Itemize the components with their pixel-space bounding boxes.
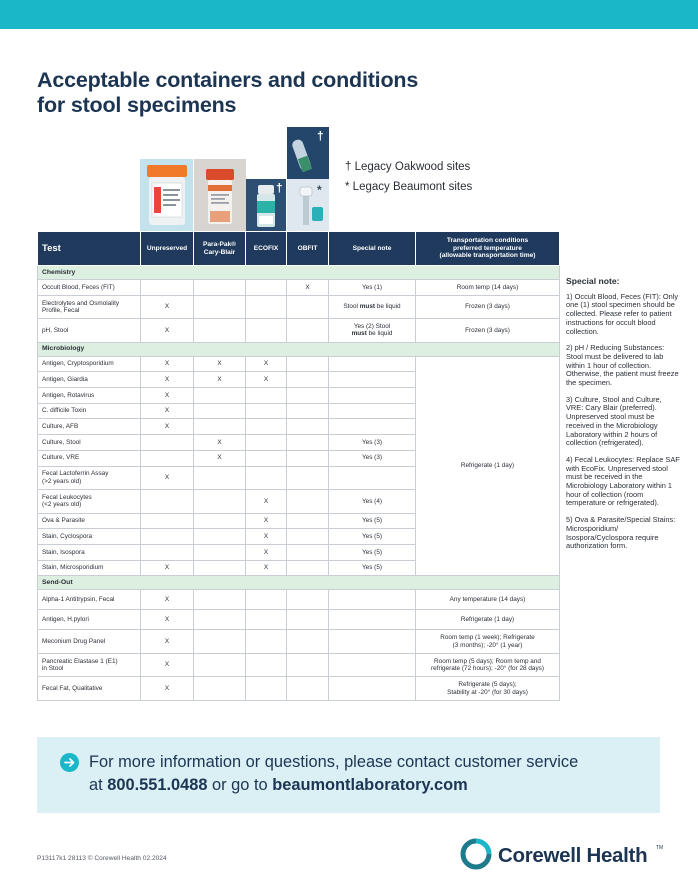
cell-test: Antigen, Rotavirus: [38, 388, 141, 404]
contact-banner: [37, 737, 660, 813]
ecofix-dagger-mark: †: [276, 181, 283, 195]
cell-mark: X: [141, 677, 194, 701]
cell-test: Stain, Microsporidium: [38, 560, 141, 576]
cell-mark: X: [141, 356, 194, 372]
cell-transport: Room temp (5 days); Room temp and refrigerate (72 hours); -20° (for 28 days): [416, 653, 560, 677]
cell-note: Yes (5): [329, 544, 416, 560]
cell-mark: X: [246, 544, 287, 560]
site-legend: [345, 157, 472, 197]
cell-test: Fecal Lactoferrin Assay (>2 years old): [38, 466, 141, 490]
cell-test: Alpha-1 Antitrypsin, Fecal: [38, 590, 141, 610]
special-note-1: 1) Occult Blood, Feces (FIT): Only one (1) stool specimen should be collected. Please refer to patient instructions for occult blood collection.: [566, 291, 679, 336]
cell-mark: X: [141, 403, 194, 419]
cell-test: Stain, Isospora: [38, 544, 141, 560]
cell-transport: Frozen (3 days): [416, 319, 560, 343]
table-row: [38, 319, 560, 343]
cell-mark: X: [287, 280, 329, 296]
table-row: [38, 653, 560, 677]
cell-transport: Room temp (1 week); Refrigerate (3 months); -20° (1 year): [416, 630, 560, 654]
cell-note: Yes (5): [329, 513, 416, 529]
cell-test: Antigen, Giardia: [38, 372, 141, 388]
cell-note: Yes (5): [329, 560, 416, 576]
title-line-1: Acceptable containers and conditions: [37, 68, 419, 92]
page-title: [37, 68, 497, 118]
ecofix-container-image: [246, 179, 286, 231]
section-microbiology: Microbiology: [38, 342, 560, 356]
section-row: [38, 576, 560, 590]
cell-test: Fecal Leukocytes (<2 years old): [38, 490, 141, 514]
cell-test: Antigen, H.pylori: [38, 610, 141, 630]
obfit-dagger-mark: †: [317, 129, 324, 143]
trademark: TM: [656, 845, 664, 851]
table-row: [38, 677, 560, 701]
table-row: [38, 356, 560, 372]
cell-test: pH, Stool: [38, 319, 141, 343]
legend-oakwood: † Legacy Oakwood sites: [345, 161, 471, 173]
header-parapak: Para-Pak® Cary-Blair: [194, 232, 246, 266]
cell-mark: X: [141, 610, 194, 630]
special-notes: [566, 277, 681, 559]
corewell-logo-icon: [460, 838, 492, 870]
cell-note: Yes (3): [329, 435, 416, 451]
cell-mark: X: [141, 295, 194, 319]
cell-transport: Frozen (3 days): [416, 295, 560, 319]
cell-test: Occult Blood, Feces (FIT): [38, 280, 141, 296]
footer-code: P13117k1 28113 © Corewell Health 02.2024: [37, 855, 167, 862]
section-chemistry: Chemistry: [38, 266, 560, 280]
cell-test: Culture, AFB: [38, 419, 141, 435]
obfit-star-mark: *: [317, 183, 322, 197]
website-link[interactable]: beaumontlaboratory.com: [272, 776, 468, 794]
cell-test: Meconium Drug Panel: [38, 630, 141, 654]
table-row: [38, 295, 560, 319]
corewell-health-logo: [460, 838, 670, 872]
cell-transport: Refrigerate (1 day): [416, 610, 560, 630]
table-header-row: [38, 232, 560, 266]
section-row: [38, 266, 560, 280]
cell-test: Pancreatic Elastase 1 (E1) in Stool: [38, 653, 141, 677]
obfit-container-image: [287, 127, 329, 231]
header-test: Test: [38, 232, 141, 266]
cell-test: Antigen, Cryptosporidium: [38, 356, 141, 372]
cell-test: C. difficile Toxin: [38, 403, 141, 419]
cell-transport: Room temp (14 days): [416, 280, 560, 296]
parapak-container-image: [194, 159, 246, 231]
special-note-5: 5) Ova & Parasite/Special Stains: Microsporidium/ Isospora/Cyclospora require authorization form.: [566, 515, 676, 551]
cell-mark: X: [194, 435, 246, 451]
special-note-4: 4) Fecal Leukocytes: Replace SAF with EcoFix. Unpreserved stool must be received in the Microbiology Laboratory within 1 hour of collection (room temperature or refrigerated).: [566, 454, 680, 508]
cell-mark: X: [246, 490, 287, 514]
cell-note: Yes (2) Stool must be liquid: [329, 319, 416, 343]
cell-mark: X: [141, 630, 194, 654]
cell-note: Yes (4): [329, 490, 416, 514]
header-transport: Transportation conditions preferred temperature (allowable transportation time): [416, 232, 560, 266]
header-obfit: OBFIT: [287, 232, 329, 266]
cell-test: Fecal Fat, Qualitative: [38, 677, 141, 701]
cell-mark: X: [194, 372, 246, 388]
cell-mark: X: [141, 372, 194, 388]
cell-mark: X: [246, 560, 287, 576]
cell-mark: X: [194, 356, 246, 372]
cell-note: Yes (5): [329, 529, 416, 545]
contact-text: For more information or questions, please contact customer service at 800.551.0488 or go to beaumontlaboratory.com: [89, 753, 579, 794]
cell-test: Stain, Cyclospora: [38, 529, 141, 545]
cell-mark: X: [141, 560, 194, 576]
table-row: [38, 610, 560, 630]
cell-mark: X: [246, 372, 287, 388]
cell-test: Culture, VRE: [38, 450, 141, 466]
contact-line-1: For more information or questions, please contact customer service: [89, 753, 579, 771]
title-line-2: for stool specimens: [37, 93, 237, 117]
cell-note: Yes (1): [329, 280, 416, 296]
cell-mark: X: [141, 590, 194, 610]
header-special-note: Special note: [329, 232, 416, 266]
section-row: [38, 342, 560, 356]
cell-mark: X: [141, 653, 194, 677]
cell-mark: X: [141, 419, 194, 435]
cell-transport: Any temperature (14 days): [416, 590, 560, 610]
header-unpreserved: Unpreserved: [141, 232, 194, 266]
cell-test: Ova & Parasite: [38, 513, 141, 529]
cell-mark: X: [194, 450, 246, 466]
top-accent-bar: [0, 0, 698, 29]
cell-note: Stool must be liquid: [329, 295, 416, 319]
cell-mark: X: [141, 388, 194, 404]
cell-note: Yes (3): [329, 450, 416, 466]
brand-name: Corewell Health: [498, 844, 648, 867]
cell-mark: X: [246, 356, 287, 372]
cell-mark: X: [246, 513, 287, 529]
table-row: [38, 630, 560, 654]
special-note-2: 2) pH / Reducing Substances: Stool must be delivered to lab within 1 hour of collection. Otherwise, the patient must freeze the specimen.: [566, 343, 679, 388]
special-notes-heading: Special note:: [566, 276, 620, 286]
cell-mark: X: [246, 529, 287, 545]
unpreserved-container-image: [140, 159, 193, 231]
table-row: [38, 590, 560, 610]
arrow-right-icon: [60, 753, 79, 772]
cell-test: Culture, Stool: [38, 435, 141, 451]
specimen-table: [37, 231, 560, 701]
phone-link[interactable]: 800.551.0488: [107, 776, 208, 794]
cell-test: Electrolytes and Osmolality Profile, Fecal: [38, 295, 141, 319]
legend-beaumont: * Legacy Beaumont sites: [345, 181, 473, 193]
table-row: [38, 280, 560, 296]
section-sendout: Send-Out: [38, 576, 560, 590]
cell-mark: X: [141, 466, 194, 490]
special-note-3: 3) Culture, Stool and Culture, VRE: Cary Blair (preferred). Unpreserved stool must be received in the Microbiology Laboratory within 2 hours of collection (refrigerated).: [566, 394, 662, 448]
header-ecofix: ECOFIX: [246, 232, 287, 266]
cell-transport-microbiology: Refrigerate (1 day): [416, 356, 560, 576]
cell-transport: Refrigerate (5 days); Stability at -20° (for 30 days): [416, 677, 560, 701]
cell-mark: X: [141, 319, 194, 343]
